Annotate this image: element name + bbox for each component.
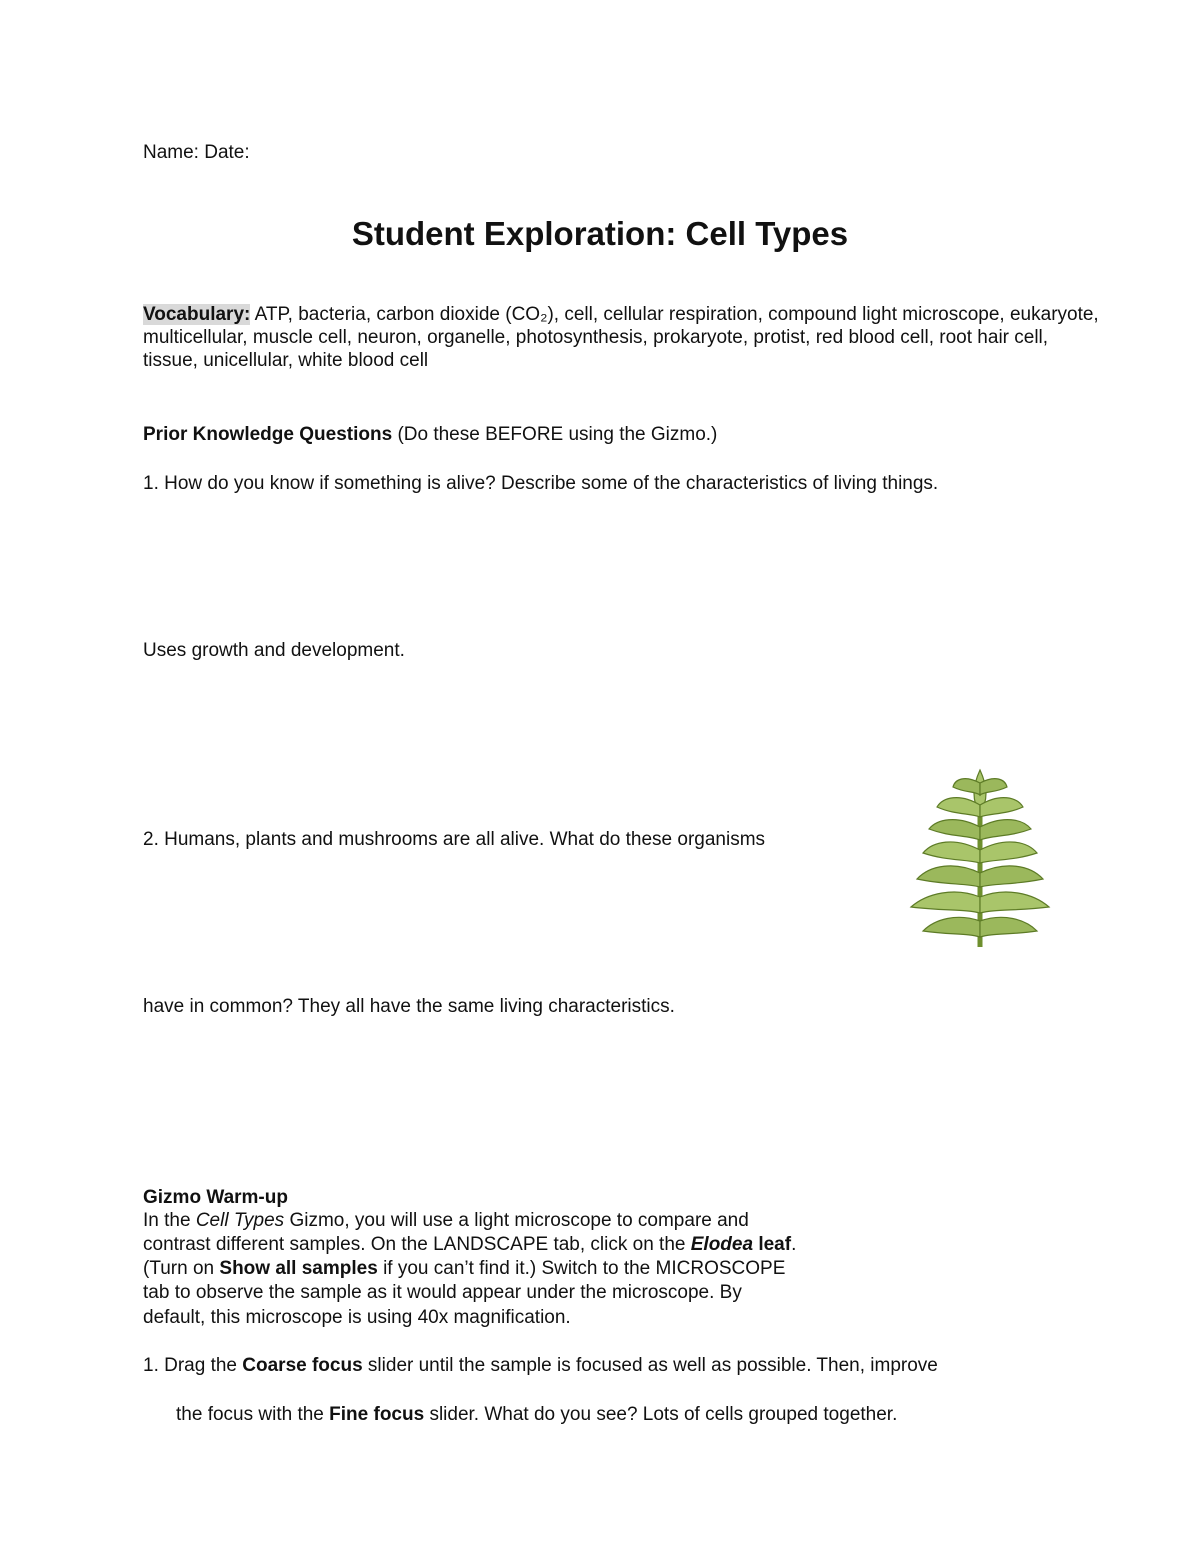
show-all-samples-term: Show all samples: [219, 1258, 378, 1279]
elodea-term: Elodea: [690, 1234, 754, 1255]
coarse-focus-term: Coarse focus: [242, 1355, 363, 1376]
warmup-text: (Turn on: [143, 1258, 220, 1279]
step-text: slider. What do you see? Lots of cells grouped together.: [424, 1404, 898, 1425]
warmup-text: contrast different samples. On the LANDSCAPE tab, click on the: [143, 1234, 691, 1255]
prior-heading-note: (Do these BEFORE using the Gizmo.): [397, 424, 718, 445]
gizmo-warmup-heading: Gizmo Warm-up: [143, 1187, 288, 1208]
warmup-step-1-continued: [176, 1403, 897, 1426]
vocabulary-paragraph: [143, 303, 1103, 372]
answer-2: have in common? They all have the same living characteristics.: [143, 996, 675, 1017]
prior-knowledge-heading: [143, 423, 717, 446]
question-1: 1. How do you know if something is alive? Describe some of the characteristics of living things.: [143, 473, 939, 494]
warmup-step-1: [143, 1354, 938, 1377]
warmup-line-5: default, this microscope is using 40x magnification.: [143, 1307, 571, 1328]
prior-heading-label: Prior Knowledge Questions: [143, 424, 393, 445]
question-2: 2. Humans, plants and mushrooms are all alive. What do these organisms: [143, 829, 766, 850]
vocabulary-terms: ATP, bacteria, carbon dioxide (CO₂), cell, cellular respiration, compound light microscope, eukaryote, multicellular, muscle cell, neuron, organelle, photosynthesis, prokaryote, protist, red blood cell, root hair cell, tissue, unicellular, white blood cell: [143, 304, 1099, 371]
leaf-term: leaf: [753, 1234, 792, 1255]
step-text: the focus with the: [176, 1404, 330, 1425]
step-text: slider until the sample is focused as well as possible. Then, improve: [362, 1355, 938, 1376]
vocabulary-label: Vocabulary:: [143, 304, 251, 325]
page-title: Student Exploration: Cell Types: [351, 215, 849, 252]
answer-1: Uses growth and development.: [143, 640, 405, 661]
warmup-text: if you can’t find it.) Switch to the MICROSCOPE: [377, 1258, 786, 1279]
warmup-line-3: [143, 1257, 785, 1280]
warmup-line-1: [143, 1209, 749, 1232]
warmup-line-2: [143, 1233, 796, 1256]
fine-focus-term: Fine focus: [329, 1404, 425, 1425]
warmup-text: In the: [143, 1210, 196, 1231]
warmup-text: Gizmo, you will use a light microscope to compare and: [284, 1210, 749, 1231]
gizmo-name: Cell Types: [195, 1210, 285, 1231]
name-date-line: Name: Date:: [143, 142, 250, 163]
warmup-line-4: tab to observe the sample as it would appear under the microscope. By: [143, 1282, 742, 1303]
step-text: 1. Drag the: [143, 1355, 243, 1376]
warmup-text: .: [791, 1234, 797, 1255]
elodea-plant-illustration: [905, 765, 1055, 947]
